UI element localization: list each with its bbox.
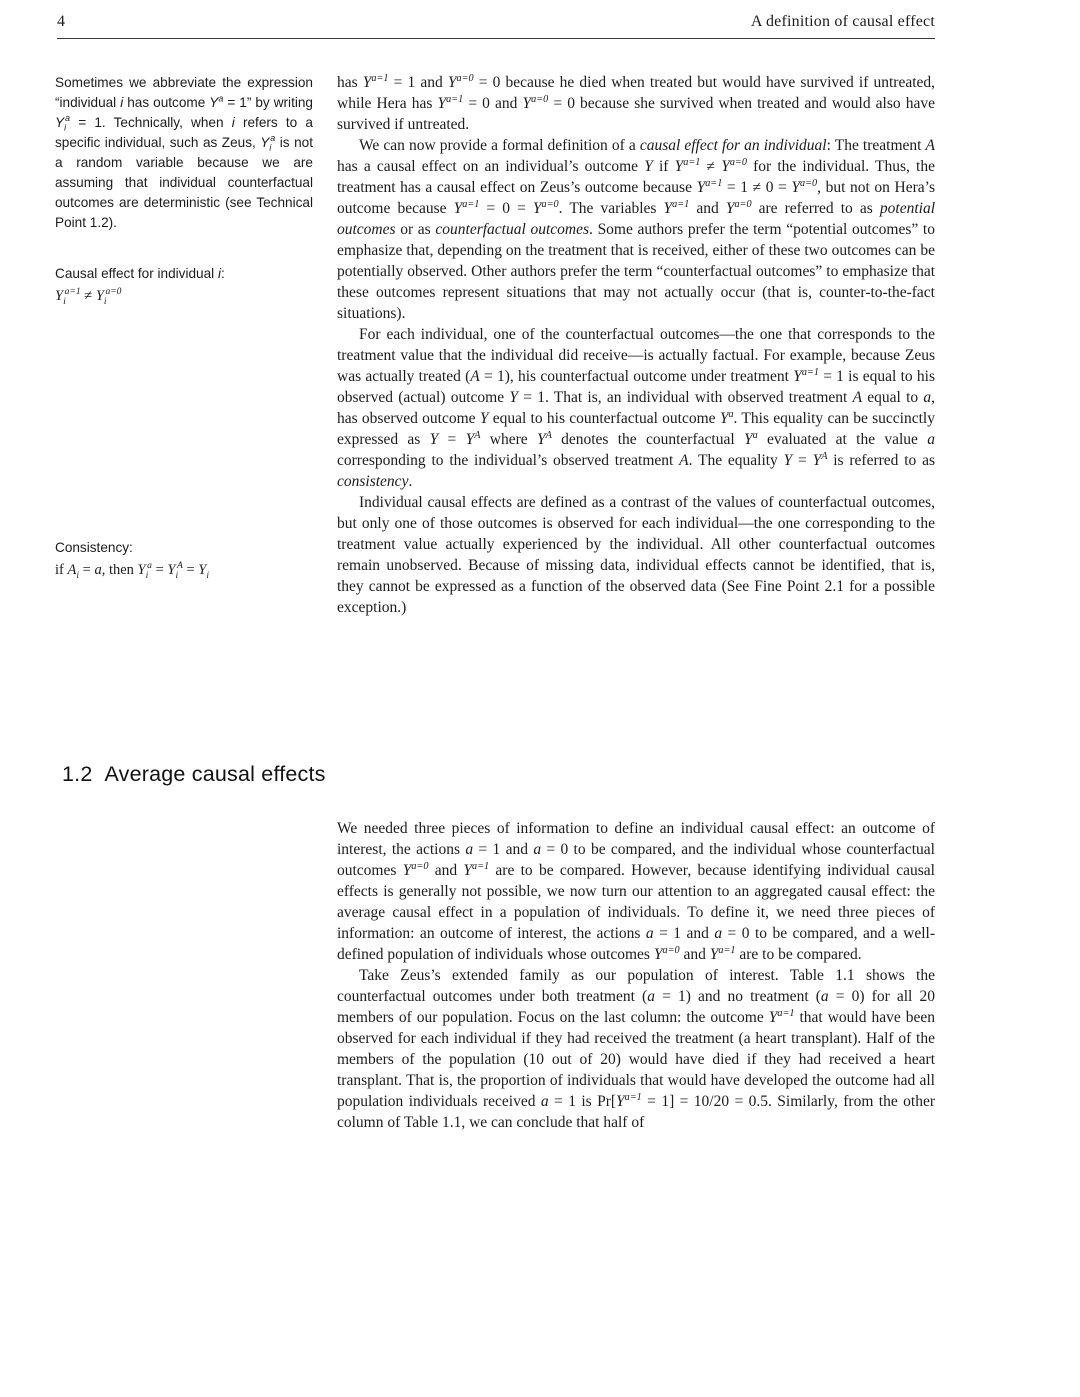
- margin-note-formula: $Y_i^{a=1} \ne Y_i^{a=0}$: [55, 286, 122, 307]
- main-text-lower: [337, 818, 935, 1133]
- paragraph: For each individual, one of the counterfactual outcomes—the one that corresponds to the treatment value that the individual did receive—is actually factual. For example, because Zeus was actually treated (A = 1), his counterfactual outcome under treatment $Y^{a=1} = 1$ is equal to his observed (actual) outcome Y = 1. That is, an individual with observed treatment A equal to a, has observed outcome Y equal to his counterfactual outcome $Y^a$. This equality can be succinctly expressed as $Y = Y^A$ where $Y^A$ denotes the counterfactual $Y^a$ evaluated at the value a corresponding to the individual’s observed treatment A. The equality $Y = Y^A$ is referred to as consistency.: [337, 326, 935, 490]
- margin-note-consistency: [55, 537, 313, 581]
- margin-note-text: Sometimes we abbreviate the expression “individual i has outcome $Y^a = 1$” by writing $Y_i^a = 1$. Technically, when i refers to a specific individual, such as Zeus, $Y_i^a$ is not a random variable because we are assuming that individual counterfactual outcomes are deterministic (see Technical Point 1.2).: [55, 75, 313, 230]
- running-title: A definition of causal effect: [750, 13, 935, 30]
- section-number: 1.2: [62, 762, 93, 786]
- margin-note-abbreviation: [55, 73, 313, 233]
- paragraph: We needed three pieces of information to define an individual causal effect: an outcome of interest, the actions a = 1 and a = 0 to be compared, and the individual whose counterfactual outcomes $Y^{a=0}$ and $Y^{a=1}$ are to be compared. However, because identifying individual causal effects is generally not possible, we now turn our attention to an aggregated causal effect: the average causal effect in a population of individuals. To define it, we need three pieces of information: an outcome of interest, the actions a = 1 and a = 0 to be compared, and a well-defined population of individuals whose outcomes $Y^{a=0}$ and $Y^{a=1}$ are to be compared.: [337, 820, 935, 963]
- paragraph: Take Zeus’s extended family as our population of interest. Table 1.1 shows the counterfactual outcomes under both treatment (a = 1) and no treatment (a = 0) for all 20 members of our population. Focus on the last column: the outcome $Y^{a=1}$ that would have been observed for each individual if they had received the treatment (a heart transplant). Half of the members of the population (10 out of 20) would have died if they had received a heart transplant. That is, the proportion of individuals that would have developed the outcome had all population individuals received a = 1 is $Pr[Y^{a=1} = 1] = 10/20 = 0.5$. Similarly, from the other column of Table 1.1, we can conclude that half of: [337, 967, 935, 1131]
- margin-note-label: Consistency:: [55, 540, 133, 555]
- paragraph: Individual causal effects are defined as a contrast of the values of counterfactual outcomes, but only one of those outcomes is observed for each individual—the one corresponding to the treatment value actually experienced by the individual. All other counterfactual outcomes remain unobserved. Because of missing data, individual effects cannot be identified, that is, they cannot be expressed as a function of the observed data (See Fine Point 2.1 for a possible exception.): [337, 494, 935, 616]
- page-number: 4: [57, 13, 65, 30]
- paragraph: has $Y^{a=1} = 1$ and $Y^{a=0} = 0$ because he died when treated but would have survived if untreated, while Hera has $Y^{a=1} = 0$ and $Y^{a=0} = 0$ because she survived when treated and would also have survived if untreated.: [337, 72, 936, 133]
- section-title: Average causal effects: [104, 762, 326, 786]
- main-text-upper: [337, 72, 935, 618]
- paragraph: We can now provide a formal definition of a causal effect for an individual: The treatment A has a causal effect on an individual’s outcome Y if $Y^{a=1} \ne Y^{a=0}$ for the individual. Thus, the treatment has a causal effect on Zeus’s outcome because $Y^{a=1} = 1 \ne 0 = Y^{a=0}$, but not on Hera’s outcome because $Y^{a=1} = 0 = Y^{a=0}$. The variables $Y^{a=1}$ and $Y^{a=0}$ are referred to as potential outcomes or as counterfactual outcomes. Some authors prefer the term “potential outcomes” to emphasize that, depending on the treatment that is received, either of these two outcomes can be potentially observed. Other authors prefer the term “counterfactual outcomes” to emphasize that these outcomes represent situations that may not actually occur (that is, counter-to-the-fact situations).: [337, 137, 935, 322]
- margin-note-label: Causal effect for individual i:: [55, 266, 225, 281]
- margin-note-formula: if $A_i = a$, then $Y_i^a = Y_i^A = Y_i$: [55, 560, 210, 581]
- margin-note-causal-effect: [55, 263, 313, 307]
- section-heading: [62, 762, 326, 787]
- page-header: [57, 13, 935, 39]
